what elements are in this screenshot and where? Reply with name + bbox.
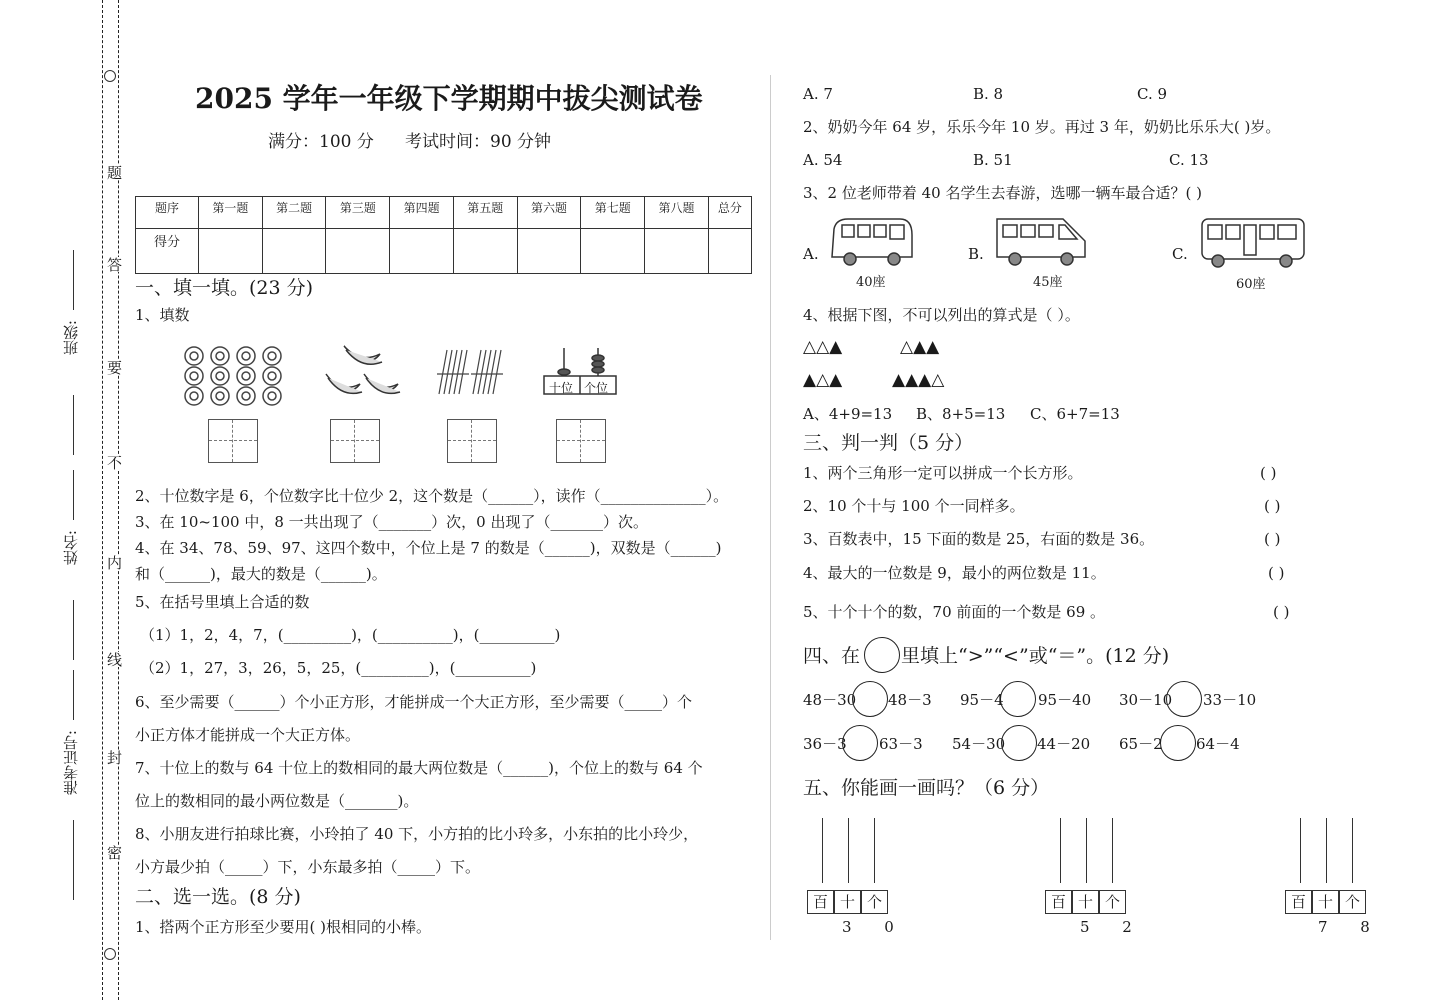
counter-rod: [1086, 818, 1087, 883]
bananas-image: [322, 340, 402, 400]
s2-q1: 1、搭两个正方形至少要用( )根相同的小棒。: [135, 918, 432, 936]
score-header: 第四题: [390, 197, 454, 229]
hundreds-label: 百: [1285, 890, 1312, 914]
score-cell[interactable]: [199, 229, 263, 274]
compare-left: 65－2: [1119, 735, 1163, 753]
s3-item-3: 3、百数表中，15 下面的数是 25，右面的数是 36。: [803, 530, 1155, 548]
score-header: 第五题: [453, 197, 517, 229]
s2-q4-option-c[interactable]: C、6+7=13: [1030, 405, 1120, 423]
s3-paren-1[interactable]: ( ): [1260, 464, 1277, 482]
counter-rod: [1352, 818, 1353, 883]
counter-rod: [1300, 818, 1301, 883]
s2-q1-option-c[interactable]: C. 9: [1137, 85, 1168, 103]
cut-char: 封: [105, 750, 123, 765]
s2-q1-option-b[interactable]: B. 8: [973, 85, 1004, 103]
s3-item-4: 4、最大的一位数是 9，最小的两位数是 11。: [803, 564, 1106, 582]
compare-left: 95－4: [960, 691, 1004, 709]
cut-line: [102, 0, 103, 1000]
place-value-board: [1285, 890, 1366, 914]
score-header: 第一题: [199, 197, 263, 229]
compare-circle[interactable]: [1166, 681, 1202, 717]
triangle-row: △△▲: [803, 337, 843, 357]
score-cell[interactable]: [453, 229, 517, 274]
abacus-ones-label: 个位: [584, 381, 609, 395]
blank-line: [73, 600, 74, 660]
s2-q2-option-a[interactable]: A. 54: [803, 151, 843, 169]
binding-hole: [104, 948, 116, 960]
score-header: 第六题: [517, 197, 581, 229]
compare-right: 95－40: [1038, 691, 1092, 709]
triangle-row: ▲▲▲△: [892, 370, 945, 390]
score-cell[interactable]: [645, 229, 709, 274]
s1-q3: 3、在 10~100 中，8 一共出现了（_______）次，0 出现了（_______）次。: [135, 513, 648, 531]
triangle-row: ▲△▲: [803, 370, 843, 390]
section-4-heading-pre: 四、在: [803, 645, 861, 667]
s2-q2-option-c[interactable]: C. 13: [1169, 151, 1209, 169]
s1-q8: 8、小朋友进行拍球比赛，小玲拍了 40 下，小方拍的比小玲多，小东拍的比小玲少，: [135, 825, 699, 843]
score-cell[interactable]: [517, 229, 581, 274]
cut-char: 答: [105, 257, 123, 272]
bus-45-label: 45座: [1033, 275, 1063, 290]
score-header: 第三题: [326, 197, 390, 229]
s1-q4: 4、在 34、78、59、97、这四个数中，个位上是 7 的数是（______)，双数是（______): [135, 539, 722, 557]
binding-strip: [0, 0, 125, 1000]
stick-bundles-image: [435, 344, 507, 398]
answer-box[interactable]: [208, 419, 258, 463]
counter-number: 3 0: [842, 918, 908, 936]
tens-label: 十: [1072, 890, 1099, 914]
s3-paren-4[interactable]: ( ): [1268, 564, 1285, 582]
tens-label: 十: [834, 890, 861, 914]
s1-q2: 2、十位数字是 6，个位数字比十位少 2，这个数是（______），读作（______________）。: [135, 487, 729, 505]
s1-q1: 1、填数: [135, 306, 190, 324]
score-cell[interactable]: [262, 229, 326, 274]
cut-char: 内: [105, 555, 123, 570]
compare-right: 44－20: [1037, 735, 1091, 753]
compare-circle[interactable]: [1160, 725, 1196, 761]
bus-40-label: 40座: [856, 275, 886, 290]
page-title: 2025 学年一年级下学期期中拔尖测试卷: [195, 82, 703, 115]
binding-hole: [104, 70, 116, 82]
section-1-heading: 一、填一填。(23 分): [135, 277, 314, 299]
column-divider: [770, 75, 771, 940]
cut-char: 密: [105, 845, 123, 860]
compare-circle[interactable]: [1000, 681, 1036, 717]
score-cell[interactable]: [581, 229, 645, 274]
counter-rod: [874, 818, 875, 883]
flowers-image: [182, 344, 287, 406]
compare-left: 54－30: [952, 735, 1006, 753]
score-header: 总分: [708, 197, 751, 229]
s2-q4-option-a[interactable]: A、4+9=13: [803, 405, 893, 423]
s1-q5: 5、在括号里填上合适的数: [135, 593, 310, 611]
counter-rod: [822, 818, 823, 883]
answer-box[interactable]: [330, 419, 380, 463]
triangle-row: △▲▲: [900, 337, 940, 357]
compare-left: 36－3: [803, 735, 847, 753]
bus-60-image: [1198, 215, 1308, 271]
compare-right: 64－4: [1196, 735, 1240, 753]
hundreds-label: 百: [807, 890, 834, 914]
s1-q6-cont: 小正方体才能拼成一个大正方体。: [135, 726, 361, 744]
counter-rod: [1112, 818, 1113, 883]
class-blank[interactable]: [73, 250, 74, 310]
s3-item-5: 5、十个十个的数，70 前面的一个数是 69 。: [803, 603, 1106, 621]
s3-item-2: 2、10 个十与 100 个一同样多。: [803, 497, 1025, 515]
s2-q4-option-b[interactable]: B、8+5=13: [916, 405, 1006, 423]
s2-q1-option-a[interactable]: A. 7: [803, 85, 833, 103]
name-label: 姓名:: [62, 530, 80, 566]
hundreds-label: 百: [1045, 890, 1072, 914]
answer-box[interactable]: [556, 419, 606, 463]
s2-q3-option-a[interactable]: A.: [803, 245, 819, 263]
section-4-heading-post: 里填上“>”“<”或“＝”。(12 分): [901, 645, 1170, 667]
name-blank[interactable]: [73, 470, 74, 520]
counter-rod: [1326, 818, 1327, 883]
exam-time: 考试时间：90 分钟: [405, 132, 552, 152]
compare-left: 30－10: [1119, 691, 1173, 709]
score-header: 第七题: [581, 197, 645, 229]
cut-char: 线: [105, 652, 123, 667]
s1-q4-cont: 和（______)，最大的数是（______)。: [135, 565, 387, 583]
cut-char: 题: [105, 165, 123, 180]
s1-q7-cont: 位上的数相同的最小两位数是（_______)。: [135, 792, 419, 810]
bus-60-label: 60座: [1236, 277, 1266, 292]
s3-paren-3[interactable]: ( ): [1264, 530, 1281, 548]
s3-item-1: 1、两个三角形一定可以拼成一个长方形。: [803, 464, 1083, 482]
counter-rod: [848, 818, 849, 883]
compare-left: 48－30: [803, 691, 857, 709]
score-cell[interactable]: [390, 229, 454, 274]
full-score: 满分：100 分: [268, 132, 374, 152]
section-3-heading: 三、判一判（5 分）: [803, 432, 974, 454]
compare-right: 63－3: [879, 735, 923, 753]
section-5-heading: 五、你能画一画吗？（6 分）: [803, 777, 1050, 799]
place-value-board: [807, 890, 888, 914]
circle-symbol: [864, 637, 900, 673]
blank-line: [73, 395, 74, 455]
cut-char: 要: [105, 360, 123, 375]
s3-paren-5[interactable]: ( ): [1273, 603, 1290, 621]
ones-label: 个: [1339, 890, 1366, 914]
place-value-board: [1045, 890, 1126, 914]
id-label: 准考证号:: [62, 730, 80, 796]
tens-label: 十: [1312, 890, 1339, 914]
compare-circle[interactable]: [852, 681, 888, 717]
counter-rod: [1060, 818, 1061, 883]
ones-label: 个: [1099, 890, 1126, 914]
class-label: 班级:: [62, 320, 80, 356]
bus-40-image: [828, 215, 916, 271]
score-cell[interactable]: [326, 229, 390, 274]
compare-right: 48－3: [888, 691, 932, 709]
s2-q3-option-c[interactable]: C.: [1172, 245, 1188, 263]
s1-q7: 7、十位上的数与 64 十位上的数相同的最大两位数是（______)，个位上的数与 64 个: [135, 759, 703, 777]
cut-char: 不: [105, 455, 123, 470]
ones-label: 个: [861, 890, 888, 914]
counter-number: 7 8: [1318, 918, 1384, 936]
s2-q3: 3、2 位老师带着 40 名学生去春游，选哪一辆车最合适？( ): [803, 184, 1202, 202]
answer-box[interactable]: [447, 419, 497, 463]
s2-q2-option-b[interactable]: B. 51: [973, 151, 1013, 169]
counter-number: 5 2: [1080, 918, 1146, 936]
compare-circle[interactable]: [842, 725, 878, 761]
blank-line: [73, 820, 74, 900]
section-2-heading: 二、选一选。(8 分): [135, 886, 301, 908]
s2-q3-option-b[interactable]: B.: [968, 245, 984, 263]
compare-right: 33－10: [1203, 691, 1257, 709]
score-cell[interactable]: [708, 229, 751, 274]
s2-q2: 2、奶奶今年 64 岁，乐乐今年 10 岁。再过 3 年，奶奶比乐乐大( )岁。: [803, 118, 1281, 136]
s3-paren-2[interactable]: ( ): [1264, 497, 1281, 515]
s1-q5-1: （1）1，2，4，7，(_________)，(__________)，(__________): [140, 626, 561, 644]
score-header: 第二题: [262, 197, 326, 229]
bus-45-image: [993, 215, 1089, 271]
score-table: [135, 196, 752, 274]
score-row-label: 得分: [136, 229, 199, 274]
s1-q6: 6、至少需要（______）个小正方形，才能拼成一个大正方形，至少需要（_____）个: [135, 693, 693, 711]
s2-q4: 4、根据下图，不可以列出的算式是（ ）。: [803, 306, 1080, 324]
abacus-tens-label: 十位: [549, 381, 574, 395]
score-header: 题序: [136, 197, 199, 229]
compare-circle[interactable]: [1001, 725, 1037, 761]
s1-q5-2: （2）1，27，3，26，5，25，(_________)，(__________): [140, 659, 537, 677]
s1-q8-cont: 小方最少拍（_____）下，小东最多拍（_____）下。: [135, 858, 481, 876]
id-blank[interactable]: [73, 670, 74, 720]
score-header: 第八题: [645, 197, 709, 229]
